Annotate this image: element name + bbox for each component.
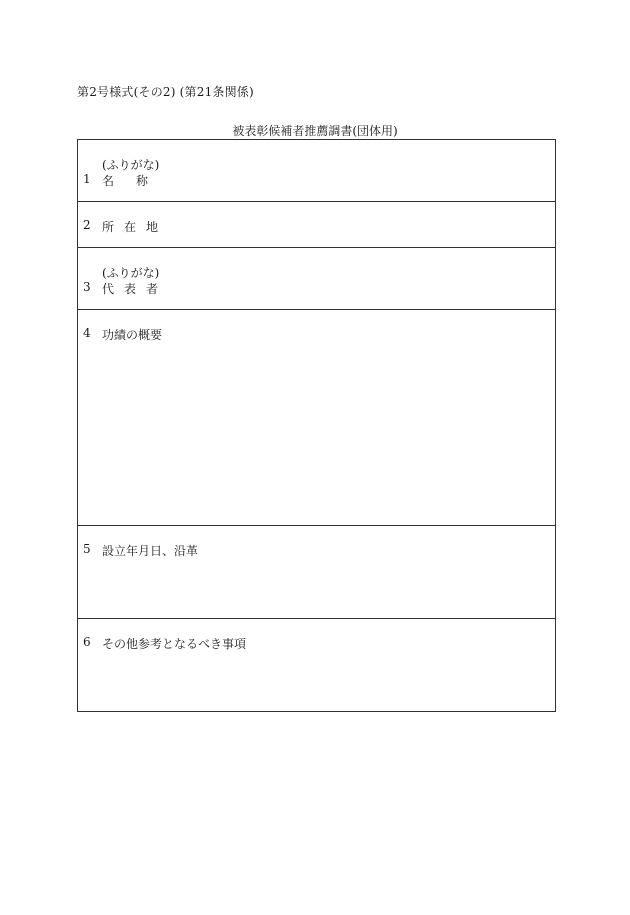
furigana-hint-representative: (ふりがな)	[102, 266, 160, 280]
recommendation-form-table	[77, 139, 556, 712]
furigana-hint-name: (ふりがな)	[102, 158, 160, 172]
row-name	[78, 140, 555, 202]
representative-label: 代表者	[102, 282, 169, 296]
row-number: 1	[83, 172, 91, 186]
row-number: 6	[83, 635, 91, 649]
row-number: 4	[83, 326, 91, 340]
row-representative	[78, 248, 555, 310]
row-number: 3	[83, 280, 91, 294]
row-number: 5	[83, 542, 91, 556]
history-label: 設立年月日、沿革	[102, 544, 199, 558]
row-achievements	[78, 310, 555, 526]
other-notes-label: その他参考となるべき事項	[102, 637, 247, 651]
row-other-notes	[78, 619, 555, 711]
row-number: 2	[83, 218, 91, 232]
row-history	[78, 526, 555, 619]
form-number-label: 第2号様式(その2) (第21条関係)	[77, 85, 254, 99]
document-title: 被表彰候補者推薦調書(団体用)	[232, 124, 398, 138]
address-label: 所在地	[102, 220, 169, 234]
row-address	[78, 202, 555, 248]
achievements-label: 功績の概要	[102, 328, 163, 342]
name-label: 名称	[102, 174, 171, 188]
